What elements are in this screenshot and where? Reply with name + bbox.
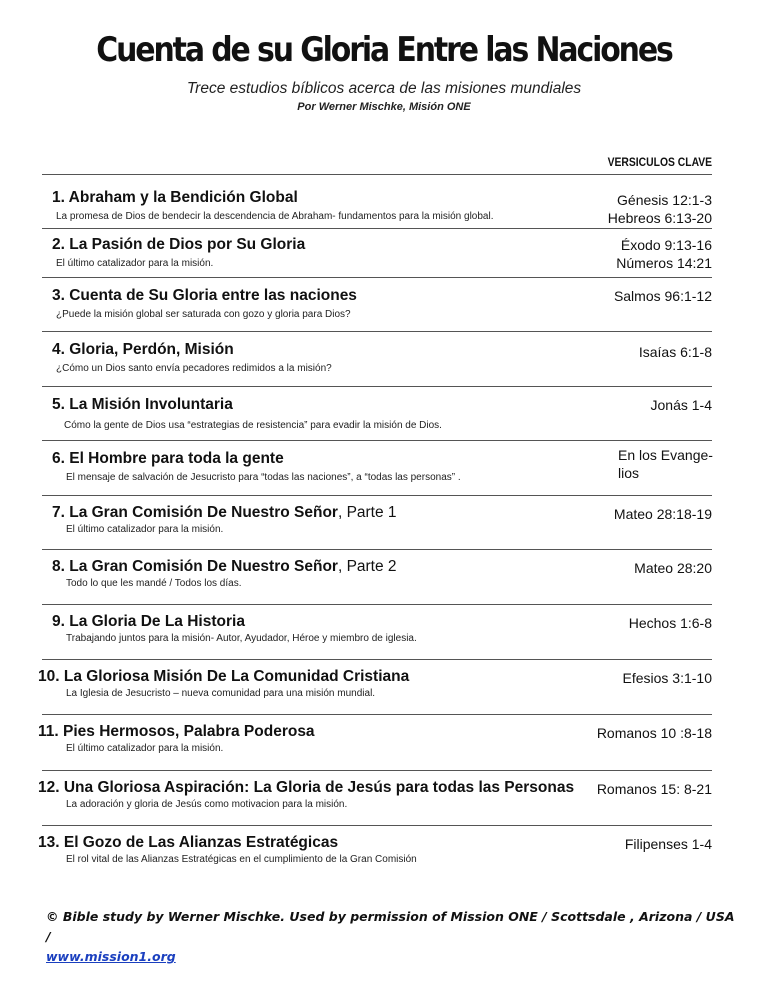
study-title-bold: 11. Pies Hermosos, Palabra Poderosa [38,723,315,740]
study-row [42,236,712,276]
study-row [42,287,712,327]
study-row [38,834,712,874]
study-description: Todo lo que les mandé / Todos los días. [66,578,242,589]
study-title [52,341,234,359]
key-verse-reference: Hechos 1:6-8 [628,615,712,631]
study-title-bold: 8. La Gran Comisión De Nuestro Señor [52,558,338,575]
study-title-bold: 13. El Gozo de Las Alianzas Estratégicas [38,834,339,851]
copyright-footer [46,907,736,967]
study-title [52,504,397,522]
key-verse-reference: Jonás 1-4 [650,397,712,413]
copyright-text: © Bible study by Werner Mischke. Used by permission of Mission ONE / Scottsdale , Arizona / USA / [46,909,735,944]
divider-rule [42,174,712,175]
key-verse-reference: Éxodo 9:13-16 Números 14:21 [616,237,712,271]
study-title [52,189,298,207]
study-row [38,668,712,708]
key-verse-reference: Romanos 10 :8-18 [596,725,712,741]
divider-rule [42,659,712,660]
divider-rule [42,386,712,387]
study-title [52,236,305,254]
study-title [38,834,338,852]
study-title-bold: 6. El Hombre para toda la gente [52,450,284,467]
study-row [42,504,712,544]
document-title: Cuenta de su Gloria Entre las Naciones [96,30,672,70]
study-title-bold: 12. Una Gloriosa Aspiración: La Gloria de Jesús para todas las Personas [38,779,575,796]
study-description: ¿Puede la misión global ser saturada con gozo y gloria para Dios? [56,309,351,320]
study-title-bold: 10. La Gloriosa Misión De La Comunidad Cristiana [38,668,410,685]
divider-rule [42,770,712,771]
study-title [52,287,357,305]
study-description: El mensaje de salvación de Jesucristo para “todas las naciones”, a “todas las personas” . [66,472,461,483]
divider-rule [42,331,712,332]
key-verse-reference: Romanos 15: 8-21 [596,781,712,797]
study-title [52,613,245,631]
divider-rule [42,825,712,826]
study-row [38,779,712,819]
key-verse-reference: Filipenses 1-4 [624,836,712,852]
key-verse-reference: Isaías 6:1-8 [638,344,712,360]
study-row [42,558,712,598]
study-title [38,779,574,797]
study-title-bold: 2. La Pasión de Dios por Su Gloria [52,236,306,253]
study-row [42,396,712,436]
key-verse-reference: En los Evange- lios [618,447,713,481]
study-title-bold: 4. Gloria, Perdón, Misión [52,341,234,358]
study-title-suffix: , Parte 1 [337,504,397,521]
study-description: La adoración y gloria de Jesús como motivacion para la misión. [66,799,348,810]
divider-rule [42,277,712,278]
study-title [52,396,233,414]
divider-rule [42,714,712,715]
study-title [38,723,315,741]
key-verse-reference: Génesis 12:1-3 Hebreos 6:13-20 [607,192,712,226]
divider-rule [42,549,712,550]
study-title [52,450,284,468]
study-description: ¿Cómo un Dios santo envía pecadores redimidos a la misión? [56,363,332,374]
study-row [38,723,712,763]
key-verse-reference: Mateo 28:20 [634,560,712,576]
divider-rule [42,604,712,605]
study-description: La promesa de Dios de bendecir la descendencia de Abraham- fundamentos para la misión global. [56,211,494,222]
study-title-bold: 5. La Misión Involuntaria [52,396,233,413]
study-title-bold: 3. Cuenta de Su Gloria entre las naciones [52,287,357,304]
study-title [38,668,409,686]
study-row [42,341,712,381]
study-title-bold: 9. La Gloria De La Historia [52,613,245,630]
study-row [42,189,712,229]
study-description: Trabajando juntos para la misión- Autor, Ayudador, Héroe y miembro de iglesia. [66,633,417,644]
key-verse-reference: Mateo 28:18-19 [613,506,712,522]
study-row [42,613,712,653]
document-subtitle: Trece estudios bíblicos acerca de las misiones mundiales [186,80,582,97]
study-description: El último catalizador para la misión. [66,743,224,754]
author-byline: Por Werner Mischke, Misión ONE [297,101,471,113]
study-description: Cómo la gente de Dios usa “estrategias de resistencia” para evadir la misión de Dios. [64,420,442,431]
study-description: El último catalizador para la misión. [56,258,214,269]
mission-link[interactable]: www.mission1.org [46,949,176,964]
key-verses-header: VERSICULOS CLAVE [607,157,712,169]
key-verse-reference: Salmos 96:1-12 [613,288,712,304]
study-description: El rol vital de las Alianzas Estratégicas en el cumplimiento de la Gran Comisión [66,854,417,865]
study-description: El último catalizador para la misión. [66,524,224,535]
divider-rule [42,495,712,496]
study-title-suffix: , Parte 2 [337,558,397,575]
study-description: La Iglesia de Jesucristo – nueva comunidad para una misión mundial. [66,688,376,699]
study-title [52,558,397,576]
divider-rule [42,440,712,441]
study-title-bold: 7. La Gran Comisión De Nuestro Señor [52,504,338,521]
study-title-bold: 1. Abraham y la Bendición Global [52,189,298,206]
study-row [42,447,713,490]
key-verse-reference: Efesios 3:1-10 [622,670,712,686]
